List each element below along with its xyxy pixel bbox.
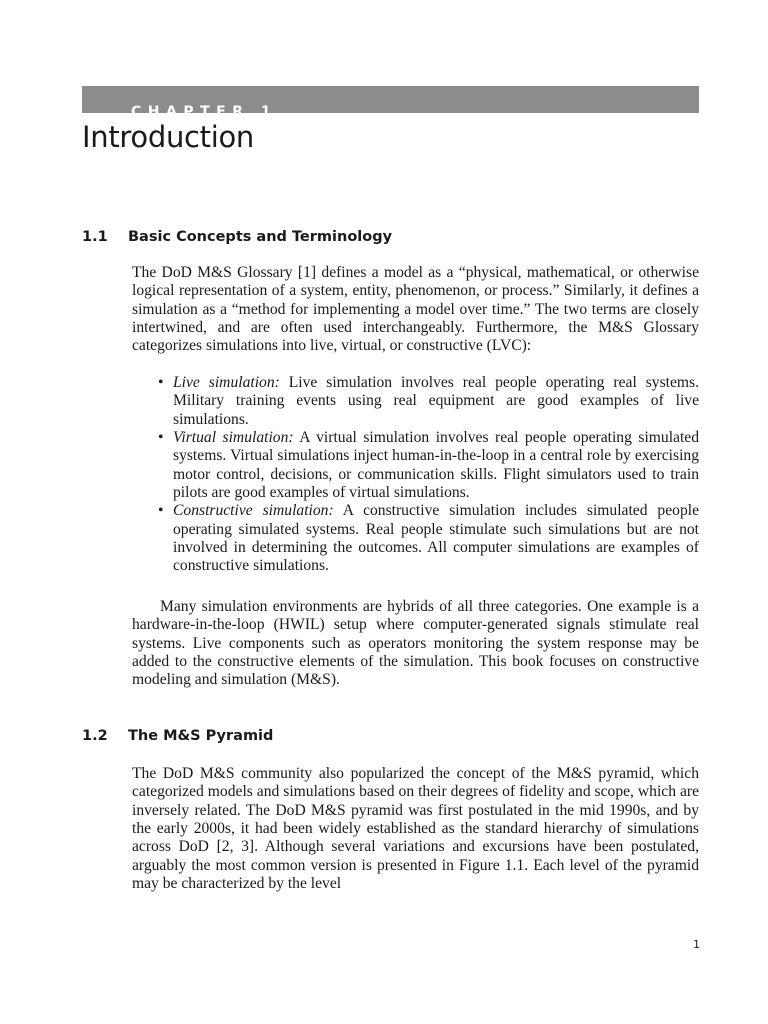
section-heading-1-1 [82,226,392,248]
chapter-label: CHAPTER 1 [131,104,278,120]
paragraph-lvc-definitions: The DoD M&S Glossary [1] defines a model as a “physical, mathematical, or otherwise logical representation of a system, entity, phenomenon, or process.” Similarly, it defines a simulation as a “method for implementing a model over time.” The two terms are closely intertwined, and are often used interchangeably. Furthermore, the M&S Glossary categorizes simulations into live, virtual, or constructive (LVC): [132,264,699,355]
list-item-virtual [158,429,699,502]
section-title: Basic Concepts and Terminology [128,229,393,245]
bullet-term: Virtual simulation: [173,429,294,447]
list-item-constructive [158,502,699,575]
bullet-icon: • [158,429,164,447]
bullet-term: Constructive simulation: [173,502,334,520]
paragraph-hybrid-environments: Many simulation environments are hybrids of all three categories. One example is a hardware-in-the-loop (HWIL) setup where computer-generated signals stimulate real systems. Live components such as operators monitoring the system response may be added to the constructive elements of the simulation. This book focuses on constructive modeling and simulation (M&S). [132,598,699,689]
page-number: 1 [693,938,700,951]
section-title: The M&S Pyramid [128,728,274,744]
list-item-live [158,374,699,429]
section-number: 1.1 [82,229,108,245]
bullet-text: Live simulation involves real people operating real systems. Military training events using real equipment are good examples of live simulations. [173,374,699,428]
bullet-text: A constructive simulation includes simulated people operating simulated systems. Real people stimulate such simulations but are not involved in determining the outcomes. All computer simulations are examples of constructive simulations. [173,502,700,575]
chapter-banner [82,86,699,120]
bullet-icon: • [158,374,164,391]
bullet-icon: • [158,502,164,520]
section-number: 1.2 [82,728,108,744]
lvc-bullet-list [158,374,699,576]
chapter-title: Introduction [82,120,255,154]
bullet-text: A virtual simulation involves real people operating simulated systems. Virtual simulations inject human-in-the-loop in a central role by exercising motor control, decisions, or communication skills. Flight simulators used to train pilots are good examples of virtual simulations. [173,429,700,502]
paragraph-ms-pyramid: The DoD M&S community also popularized the concept of the M&S pyramid, which categorized models and simulations based on their degrees of fidelity and scope, which are inversely related. The DoD M&S pyramid was first postulated in the mid 1990s, and by the early 2000s, it had been widely established as the standard hierarchy of simulations across DoD [2, 3]. Although several variations and excursions have been postulated, arguably the most common version is presented in Figure 1.1. Each level of the pyramid may be characterized by the level [132,765,699,893]
section-heading-1-2 [82,725,273,747]
bullet-term: Live simulation: [173,374,280,391]
